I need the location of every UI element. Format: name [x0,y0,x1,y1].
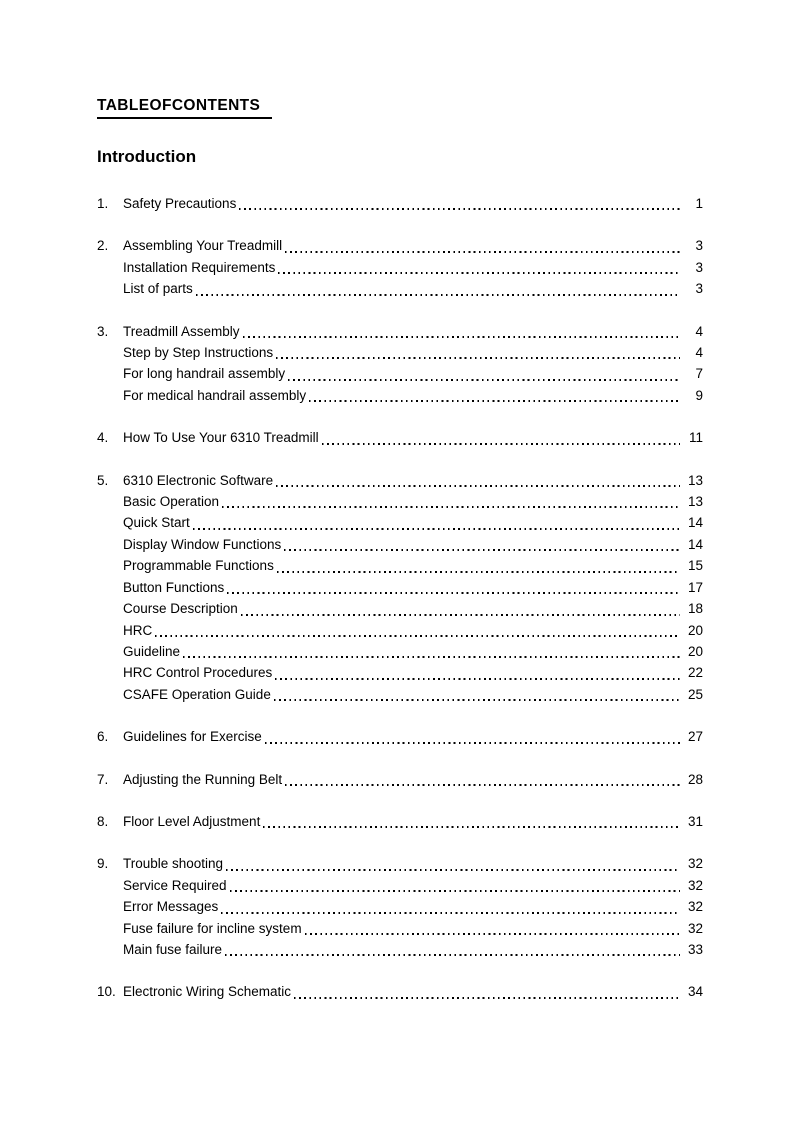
toc-dot-leader [221,912,680,914]
toc-dot-leader [183,656,680,658]
toc-entry [123,896,703,917]
toc-entry-page: 25 [687,686,703,702]
toc-entry-page: 20 [687,622,703,638]
toc-group [97,811,703,832]
toc-dot-leader [193,528,680,530]
toc-entry-title: Guideline [123,643,181,659]
toc-entry-page: 1 [695,196,703,211]
toc-entry [123,598,703,619]
toc-entry [123,875,703,896]
toc-dot-leader [309,400,680,402]
page-title: TABLEOFCONTENTS [97,97,272,119]
toc-entry-title: Course Description [123,601,238,617]
toc-entry-page: 4 [695,323,703,339]
toc-entry [123,662,703,683]
toc-entry-title: Assembling Your Treadmill [123,238,283,254]
toc-entry-page: 28 [687,771,703,787]
toc-entry-number: 6. [97,729,109,745]
toc-entry-page: 33 [687,941,703,957]
toc-group [97,853,703,960]
toc-entry-title: 6310 Electronic Software [123,472,274,488]
toc-entry-title: Main fuse failure [123,941,223,957]
toc-dot-leader [275,678,680,680]
toc-entry-page: 3 [695,259,703,275]
toc-dot-leader [288,379,680,381]
toc-dot-leader [278,272,680,274]
toc-list [97,193,703,1003]
toc-dot-leader [225,954,680,956]
toc-entry-title: For medical handrail assembly [123,387,307,403]
toc-entry-title: Programmable Functions [123,558,274,574]
toc-entry-title: List of parts [123,281,193,297]
toc-entry-page: 34 [687,984,703,1000]
toc-entry-title: Service Required [123,877,227,893]
toc-entry-number: 1. [97,196,109,211]
toc-entry [123,577,703,598]
toc-entry-title: Electronic Wiring Schematic [123,984,292,1000]
toc-entry-page: 15 [687,558,703,574]
toc-entry-page: 4 [695,345,703,361]
toc-entry-page: 14 [687,536,703,552]
toc-entry-page: 32 [687,877,703,893]
toc-entry-title: Display Window Functions [123,536,282,552]
toc-entry-number: 7. [97,771,109,787]
toc-entry-page: 22 [687,665,703,681]
toc-entry-title: Treadmill Assembly [123,323,240,339]
toc-dot-leader [222,506,680,508]
toc-entry-title: How To Use Your 6310 Treadmill [123,430,319,446]
toc-entry [123,342,703,363]
toc-dot-leader [285,784,680,786]
toc-entry-title: Basic Operation [123,494,220,510]
toc-entry [97,811,703,832]
toc-dot-leader [305,933,680,935]
toc-entry [123,684,703,705]
toc-entry-page: 3 [695,238,703,254]
toc-group [97,321,703,407]
toc-dot-leader [196,294,680,296]
toc-entry-page: 32 [687,856,703,872]
toc-entry-title: For long handrail assembly [123,366,286,382]
toc-entry [123,257,703,278]
toc-entry-title: Adjusting the Running Belt [123,771,283,787]
toc-entry-page: 31 [687,813,703,829]
toc-dot-leader [239,208,680,210]
toc-dot-leader [265,742,680,744]
toc-entry-title: Guidelines for Exercise [123,729,262,745]
toc-dot-leader [274,699,680,701]
toc-entry-number: 5. [97,472,109,488]
toc-entry-page: 11 [688,430,703,446]
toc-entry-page: 32 [687,899,703,915]
toc-dot-leader [227,592,680,594]
toc-dot-leader [294,997,680,999]
toc-dot-leader [243,336,680,338]
toc-group [97,981,703,1002]
toc-entry-number: 9. [97,856,109,872]
toc-entry-page: 7 [695,366,703,382]
toc-entry [123,278,703,299]
toc-entry [97,981,703,1002]
toc-entry [97,235,703,256]
toc-entry-title: Step by Step Instructions [123,345,274,361]
toc-group [97,427,703,448]
toc-entry-title: CSAFE Operation Guide [123,686,271,702]
toc-entry [123,385,703,406]
toc-entry-number: 10. [97,984,116,1000]
toc-entry-number: 2. [97,238,109,254]
toc-entry-page: 32 [687,920,703,936]
toc-entry-page: 13 [687,472,703,488]
toc-entry [123,939,703,960]
toc-entry [123,918,703,939]
toc-group [97,235,703,299]
toc-dot-leader [322,443,680,445]
toc-entry [123,620,703,641]
toc-entry-page: 3 [695,281,703,297]
toc-dot-leader [226,869,680,871]
toc-entry [97,853,703,874]
toc-dot-leader [155,635,680,637]
toc-entry [97,726,703,747]
toc-entry-page: 13 [687,494,703,510]
toc-entry-title: Safety Precautions [123,196,237,211]
toc-entry-page: 27 [687,729,703,745]
toc-dot-leader [284,549,680,551]
toc-dot-leader [276,485,680,487]
toc-dot-leader [276,357,680,359]
toc-entry [123,512,703,533]
toc-entry [97,321,703,342]
toc-entry [123,491,703,512]
toc-entry [123,363,703,384]
toc-entry-title: Error Messages [123,899,219,915]
toc-entry-page: 18 [687,601,703,617]
toc-dot-leader [230,890,680,892]
toc-entry [97,769,703,790]
section-heading: Introduction [97,147,197,166]
toc-dot-leader [277,571,680,573]
toc-entry-page: 17 [687,579,703,595]
toc-group [97,193,703,214]
toc-entry [123,555,703,576]
toc-group [97,769,703,790]
toc-entry-page: 9 [695,387,703,403]
toc-entry-title: Installation Requirements [123,259,276,275]
toc-entry-title: Fuse failure for incline system [123,920,302,936]
toc-entry-number: 8. [97,813,109,829]
toc-entry-number: 4. [97,430,109,446]
toc-entry-title: HRC [123,622,153,638]
toc-entry-title: Quick Start [123,515,190,531]
toc-dot-leader [263,826,680,828]
toc-entry-page: 20 [687,643,703,659]
toc-dot-leader [285,251,680,253]
toc-entry [123,534,703,555]
toc-entry-number: 3. [97,323,109,339]
toc-entry-title: Floor Level Adjustment [123,813,261,829]
toc-entry [97,193,703,214]
toc-entry-title: Button Functions [123,579,225,595]
toc-dot-leader [241,614,680,616]
toc-group [97,470,703,705]
toc-entry [97,427,703,448]
toc-entry-title: HRC Control Procedures [123,665,273,681]
toc-entry [97,470,703,491]
toc-entry-page: 14 [687,515,703,531]
toc-entry-title: Trouble shooting [123,856,224,872]
toc-entry [123,641,703,662]
toc-group [97,726,703,747]
